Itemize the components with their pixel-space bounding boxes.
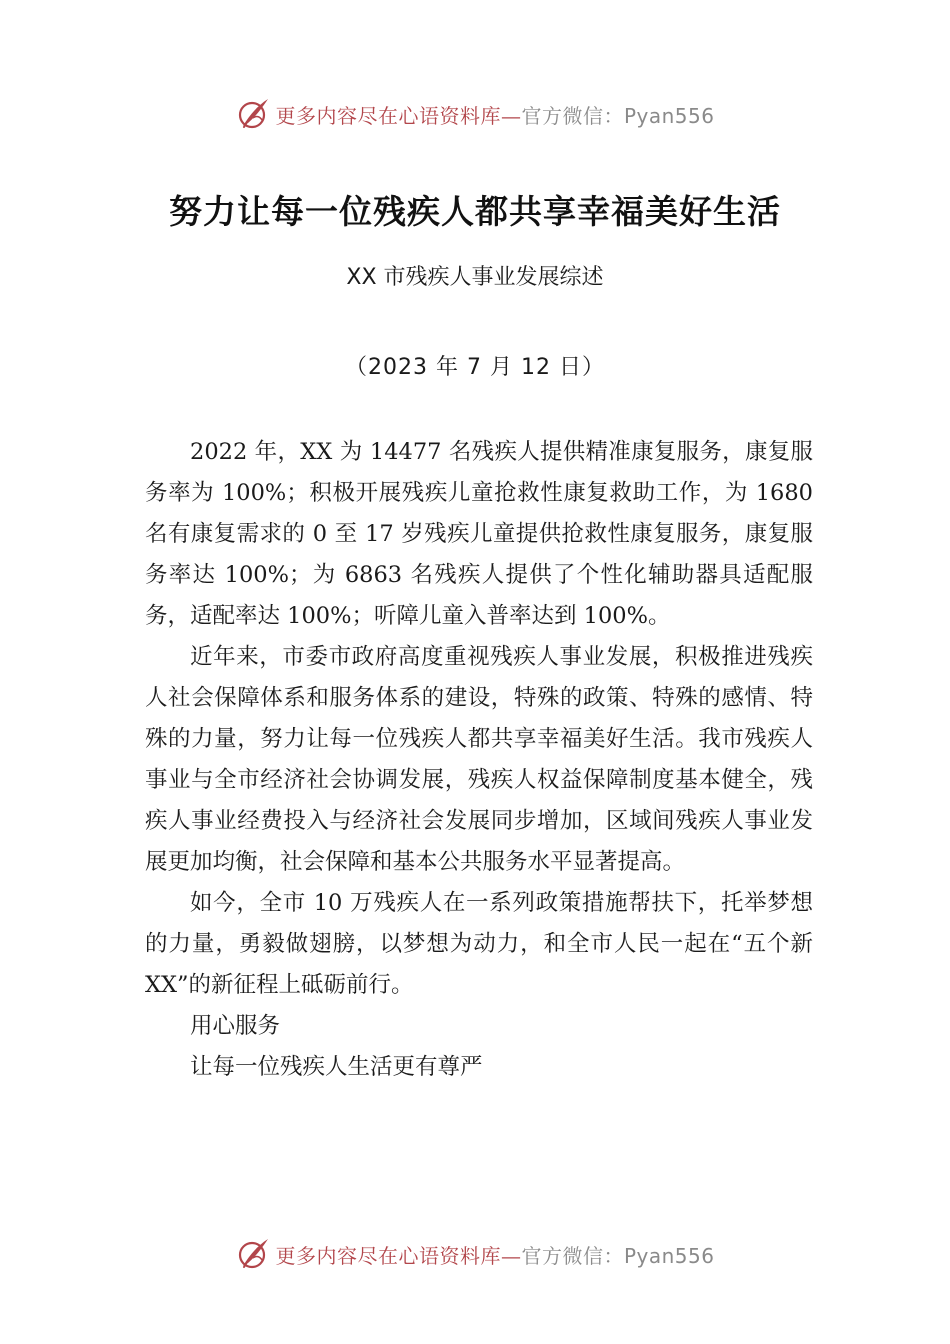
banner-main-text: 更多内容尽在心语资料库— xyxy=(275,103,522,128)
top-banner xyxy=(0,94,950,134)
document-subtitle: XX 市残疾人事业发展综述 xyxy=(346,265,604,290)
document-title: 努力让每一位残疾人都共享幸福美好生活 xyxy=(169,192,781,231)
quill-pen-seal-icon xyxy=(235,96,271,132)
quill-pen-seal-icon xyxy=(235,1236,271,1272)
body-paragraph: 2022 年，XX 为 14477 名残疾人提供精准康复服务，康复服务率为 100%；积极开展残疾儿童抢救性康复救助工作，为 1680 名有康复需求的 0 至 17 岁残疾儿童提供抢救性康复服务，康复服务率达 100%；为 6863 名残疾人提供了个性化辅助器具适配服务，适配率达 100%；听障儿童入普率达到 100%。 xyxy=(145,439,813,629)
bottom-banner xyxy=(0,1234,950,1274)
section-heading: 用心服务 xyxy=(190,1013,281,1039)
banner-wechat-text: 官方微信：Pyan556 xyxy=(521,103,715,128)
document-date: （2023 年 7 月 12 日） xyxy=(345,355,605,380)
body-paragraph: 如今，全市 10 万残疾人在一系列政策措施帮扶下，托举梦想的力量，勇毅做翅膀，以梦想为动力，和全市人民一起在“五个新 XX”的新征程上砥砺前行。 xyxy=(145,890,813,998)
banner-main-text: 更多内容尽在心语资料库— xyxy=(275,1243,522,1268)
banner-wechat-text: 官方微信：Pyan556 xyxy=(521,1243,715,1268)
body-paragraph: 近年来，市委市政府高度重视残疾人事业发展，积极推进残疾人社会保障体系和服务体系的建设，特殊的政策、特殊的感情、特殊的力量，努力让每一位残疾人都共享幸福美好生活。我市残疾人事业与全市经济社会协调发展，残疾人权益保障制度基本健全，残疾人事业经费投入与经济社会发展同步增加，区域间残疾人事业发展更加均衡，社会保障和基本公共服务水平显著提高。 xyxy=(145,644,813,875)
section-subheading: 让每一位残疾人生活更有尊严 xyxy=(190,1054,483,1080)
document-body xyxy=(145,432,813,1088)
